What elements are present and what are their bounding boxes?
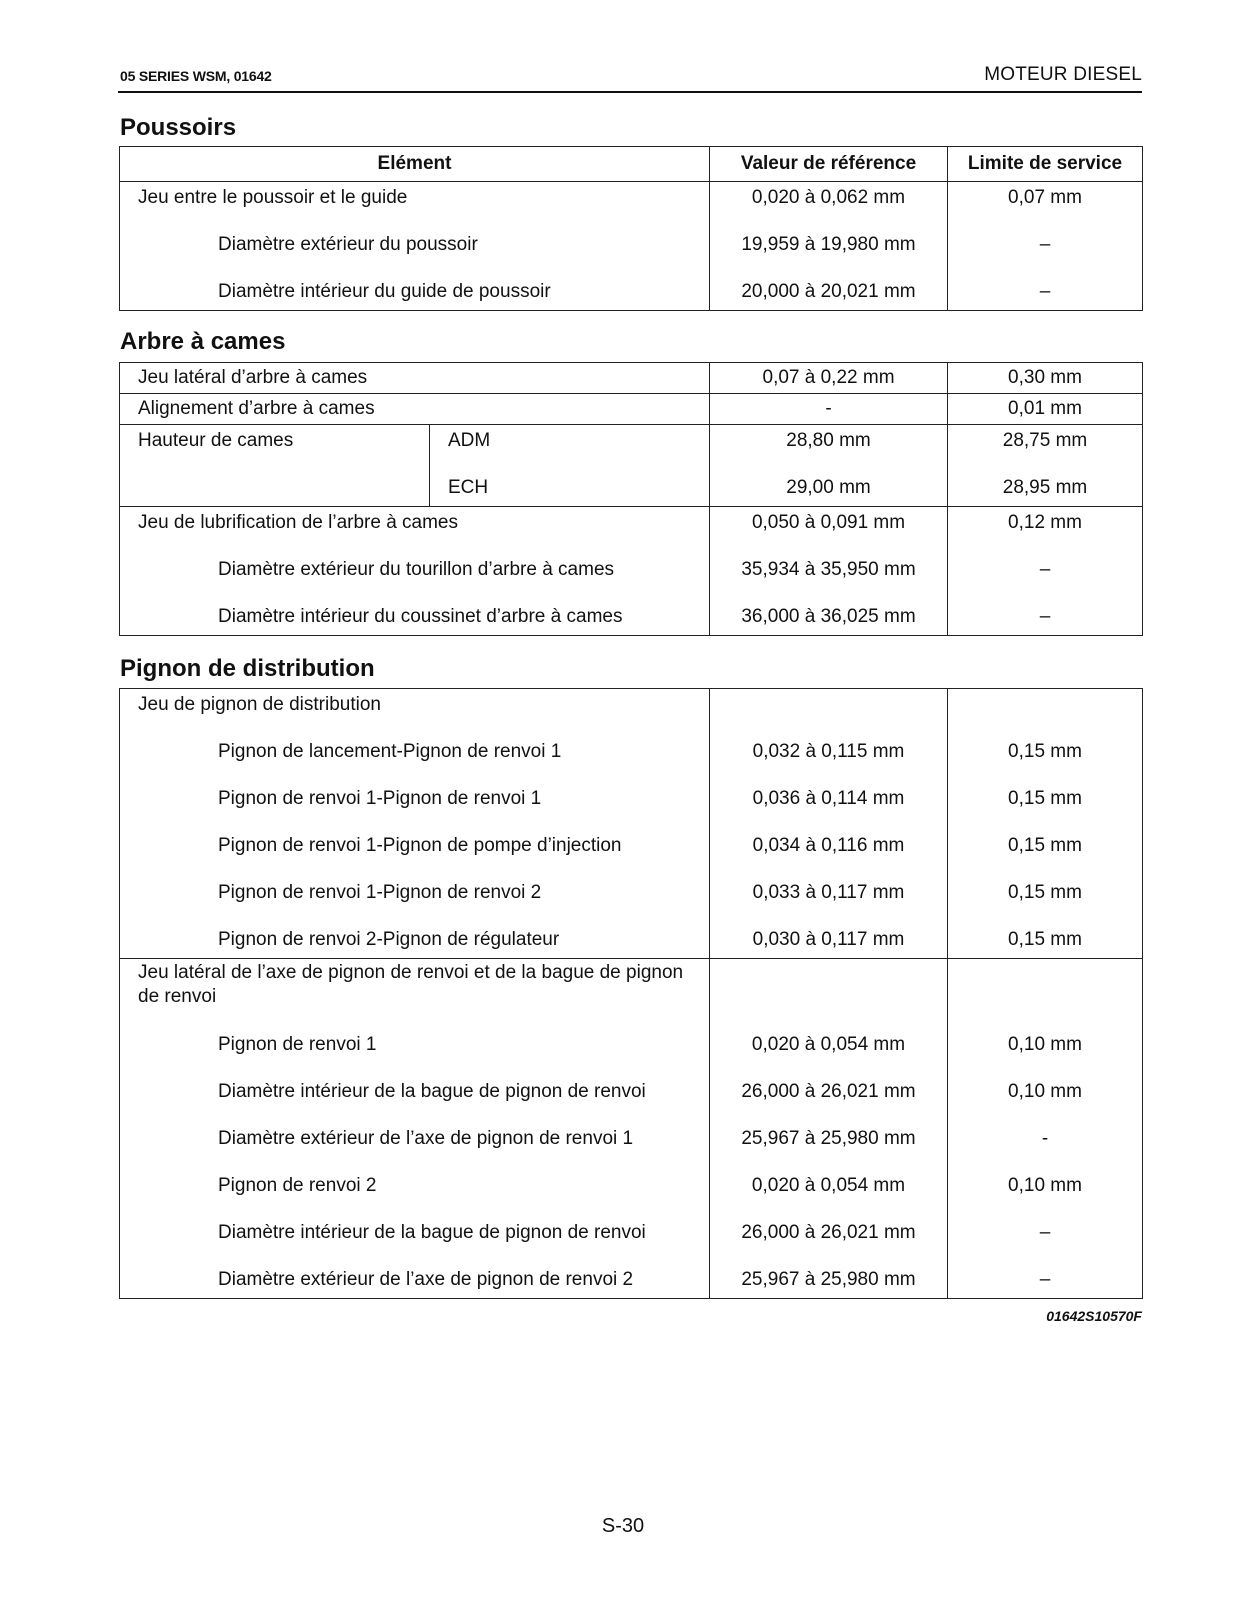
row-ref: 26,000 à 26,021 mm bbox=[741, 1222, 916, 1243]
row-ref: 35,934 à 35,950 mm bbox=[741, 559, 916, 580]
row-label: Pignon de renvoi 1 bbox=[218, 1034, 377, 1055]
col-reference: Valeur de référence bbox=[710, 147, 948, 182]
table-row bbox=[120, 425, 1143, 507]
row-ref: 26,000 à 26,021 mm bbox=[741, 1081, 916, 1102]
row-ref: 0,020 à 0,062 mm bbox=[751, 187, 906, 208]
header-title: MOTEUR DIESEL bbox=[984, 64, 1142, 85]
row-limit: – bbox=[1039, 1222, 1051, 1243]
section-title-pignon: Pignon de distribution bbox=[120, 655, 375, 682]
row-limit: 0,07 mm bbox=[1008, 187, 1082, 208]
row-limit: – bbox=[1039, 606, 1051, 627]
row-ref: 28,80 mm bbox=[786, 430, 871, 451]
row-label: Pignon de renvoi 2-Pignon de régulateur bbox=[218, 929, 560, 950]
document-code: 01642S10570F bbox=[1046, 1308, 1142, 1324]
arbre-table bbox=[119, 362, 1143, 636]
table-row bbox=[120, 394, 1143, 425]
row-limit: 0,15 mm bbox=[1008, 929, 1082, 950]
table-row bbox=[120, 182, 1143, 311]
row-ref: 25,967 à 25,980 mm bbox=[741, 1269, 916, 1290]
row-label: Pignon de renvoi 1-Pignon de pompe d’injection bbox=[218, 835, 622, 856]
row-label: Pignon de renvoi 1-Pignon de renvoi 2 bbox=[218, 882, 542, 903]
row-label: Diamètre extérieur de l’axe de pignon de renvoi 2 bbox=[218, 1269, 634, 1290]
row-ref: 20,000 à 20,021 mm bbox=[741, 281, 916, 302]
row-ref: 0,033 à 0,117 mm bbox=[752, 882, 905, 903]
pignon-table bbox=[119, 688, 1143, 1299]
row-ref: 0,020 à 0,054 mm bbox=[751, 1034, 906, 1055]
page-number: S-30 bbox=[601, 1515, 645, 1537]
row-label: Diamètre extérieur de l’axe de pignon de renvoi 1 bbox=[218, 1128, 634, 1149]
row-limit: 28,95 mm bbox=[1002, 477, 1088, 498]
sub-label-adm: ADM bbox=[448, 430, 491, 451]
row-limit: – bbox=[1039, 234, 1051, 255]
sub-label-ech: ECH bbox=[448, 477, 489, 498]
poussoirs-table bbox=[119, 146, 1143, 311]
row-limit: – bbox=[1039, 559, 1051, 580]
row-label: Jeu de lubrification de l’arbre à cames bbox=[138, 512, 459, 533]
row-limit: - bbox=[1041, 1128, 1049, 1149]
group-title: Jeu de pignon de distribution bbox=[138, 694, 381, 715]
row-ref: 0,07 à 0,22 mm bbox=[762, 367, 895, 388]
row-label: Diamètre intérieur du guide de poussoir bbox=[218, 281, 551, 302]
row-label: Jeu latéral d’arbre à cames bbox=[138, 367, 368, 388]
table-row bbox=[120, 959, 1143, 1299]
row-limit: 0,10 mm bbox=[1008, 1175, 1082, 1196]
table-row bbox=[120, 363, 1143, 394]
col-limit: Limite de service bbox=[948, 147, 1143, 182]
row-label: Pignon de lancement-Pignon de renvoi 1 bbox=[218, 741, 562, 762]
row-ref: 0,020 à 0,054 mm bbox=[751, 1175, 906, 1196]
row-limit: – bbox=[1039, 1269, 1051, 1290]
row-ref: 0,032 à 0,115 mm bbox=[752, 741, 905, 762]
row-label: Diamètre extérieur du tourillon d’arbre à cames bbox=[218, 559, 615, 580]
section-title-poussoirs: Poussoirs bbox=[120, 114, 237, 141]
row-ref: 0,030 à 0,117 mm bbox=[752, 929, 905, 950]
row-label: Jeu entre le poussoir et le guide bbox=[138, 187, 408, 208]
row-label: Pignon de renvoi 2 bbox=[218, 1175, 377, 1196]
row-ref: 29,00 mm bbox=[786, 477, 871, 498]
table-row bbox=[120, 689, 1143, 959]
row-ref: 0,036 à 0,114 mm bbox=[752, 788, 905, 809]
row-label: Diamètre extérieur du poussoir bbox=[218, 234, 478, 255]
row-limit: – bbox=[1039, 281, 1051, 302]
row-limit: 0,15 mm bbox=[1008, 882, 1082, 903]
row-label: Diamètre intérieur de la bague de pignon de renvoi bbox=[218, 1222, 646, 1243]
row-label: Diamètre intérieur de la bague de pignon de renvoi bbox=[218, 1081, 646, 1102]
table-header-row bbox=[120, 147, 1143, 182]
row-limit: 0,12 mm bbox=[1008, 512, 1082, 533]
section-title-arbre: Arbre à cames bbox=[120, 328, 286, 355]
row-ref: - bbox=[825, 398, 832, 419]
row-limit: 0,10 mm bbox=[1008, 1034, 1082, 1055]
row-ref: 36,000 à 36,025 mm bbox=[741, 606, 916, 627]
row-limit: 0,15 mm bbox=[1008, 788, 1082, 809]
row-label: Alignement d’arbre à cames bbox=[138, 398, 375, 419]
row-limit: 0,15 mm bbox=[1008, 835, 1082, 856]
row-limit: 0,15 mm bbox=[1008, 741, 1082, 762]
header-divider bbox=[118, 91, 1142, 93]
row-limit: 0,30 mm bbox=[1008, 367, 1082, 388]
header-series: 05 SERIES WSM, 01642 bbox=[120, 68, 272, 84]
row-limit: 28,75 mm bbox=[1002, 430, 1088, 451]
row-label: Pignon de renvoi 1-Pignon de renvoi 1 bbox=[218, 788, 542, 809]
col-element: Elément bbox=[120, 147, 710, 182]
row-ref: 0,050 à 0,091 mm bbox=[751, 512, 906, 533]
row-label: Hauteur de cames bbox=[138, 430, 294, 451]
table-row bbox=[120, 507, 1143, 636]
row-ref: 19,959 à 19,980 mm bbox=[741, 234, 916, 255]
row-ref: 0,034 à 0,116 mm bbox=[752, 835, 905, 856]
row-ref: 25,967 à 25,980 mm bbox=[741, 1128, 916, 1149]
group-title: Jeu latéral de l’axe de pignon de renvoi et de la bague de pignon de renvoi bbox=[138, 962, 684, 1007]
row-limit: 0,01 mm bbox=[1008, 398, 1082, 419]
row-limit: 0,10 mm bbox=[1008, 1081, 1082, 1102]
row-label: Diamètre intérieur du coussinet d’arbre à cames bbox=[218, 606, 623, 627]
